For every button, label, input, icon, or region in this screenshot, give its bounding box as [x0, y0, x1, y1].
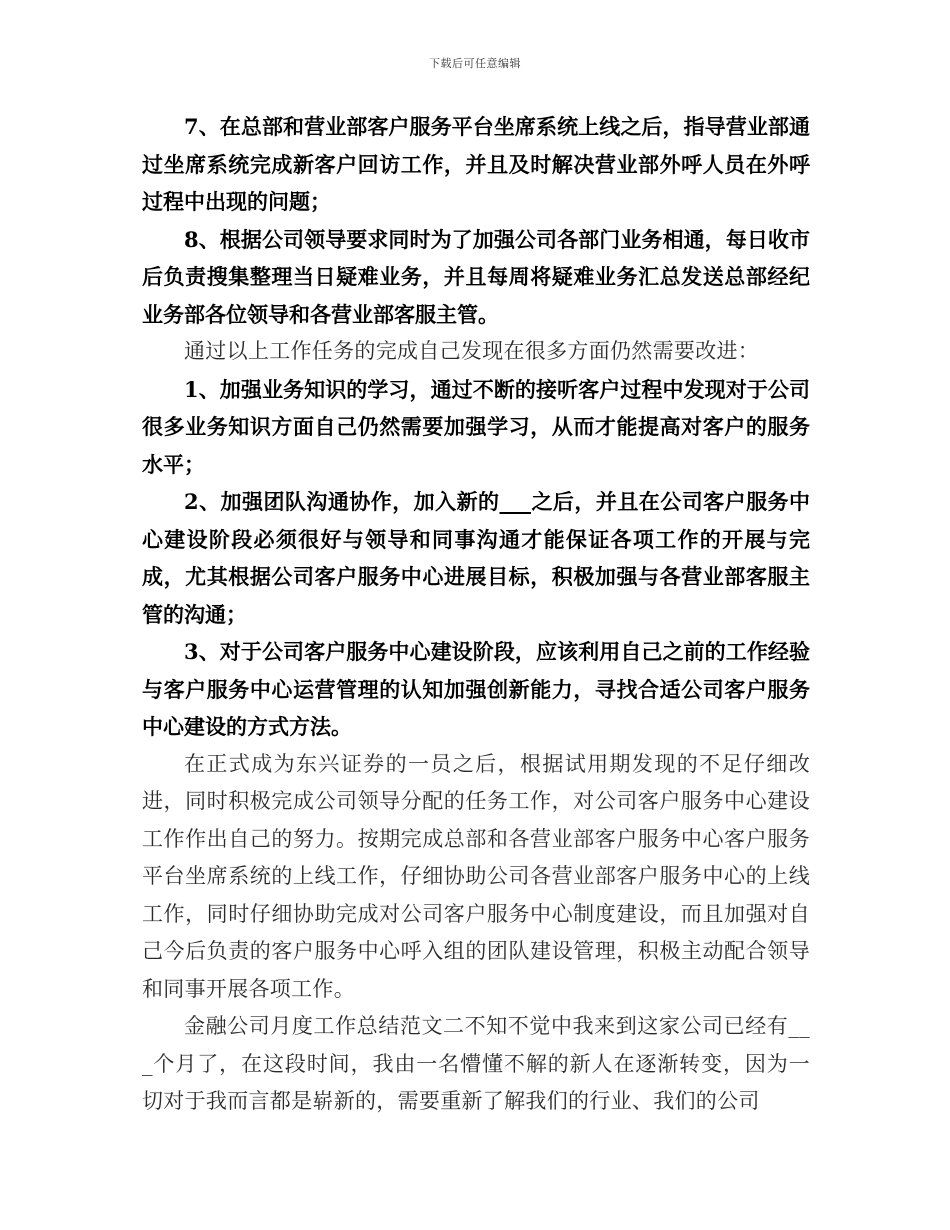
document-body: [142, 108, 810, 1121]
page-header-note: 下载后可任意编辑: [429, 57, 521, 70]
paragraph-improvement-2: 2、加强团队沟通协作，加入新的___之后，并且在公司客户服务中心建设阶段必须很好与领导和同事沟通才能保证各项工作的开展与完成，尤其根据公司客户服务中心进展目标，积极加强与各营业部客服主管的沟通；: [142, 489, 810, 627]
paragraph-improvement-1: 1、加强业务知识的学习，通过不断的接听客户过程中发现对于公司很多业务知识方面自己仍然需要加强学习，从而才能提高对客户的服务水平；: [142, 376, 810, 477]
paragraph-sample-two: 金融公司月度工作总结范文二不知不觉中我来到这家公司已经有___个月了，在这段时间，我由一名懵懂不解的新人在逐渐转变，因为一切对于我而言都是崭新的，需要重新了解我们的行业、我们的公司: [142, 1014, 810, 1113]
paragraph-item-7: 7、在总部和营业部客户服务平台坐席系统上线之后，指导营业部通过坐席系统完成新客户回访工作，并且及时解决营业部外呼人员在外呼过程中出现的问题；: [142, 114, 810, 214]
paragraph-improvement-3: 3、对于公司客户服务中心建设阶段，应该利用自己之前的工作经验与客户服务中心运营管理的认知加强创新能力，寻找合适公司客户服务中心建设的方式方法。: [142, 639, 810, 739]
paragraph-future-plan: 在正式成为东兴证券的一员之后，根据试用期发现的不足仔细改进，同时积极完成公司领导分配的任务工作，对公司客户服务中心建设工作作出自己的努力。按期完成总部和各营业部客户服务中心客户服务平台坐席系统的上线工作，仔细协助公司各营业部客户服务中心的上线工作，同时仔细协助完成对公司客户服务中心制度建设，而且加强对自己今后负责的客户服务中心呼入组的团队建设管理，积极主动配合领导和同事开展各项工作。: [142, 751, 810, 1001]
paragraph-item-8: 8、根据公司领导要求同时为了加强公司各部门业务相通，每日收市后负责搜集整理当日疑难业务，并且每周将疑难业务汇总发送总部经纪业务部各位领导和各营业部客服主管。: [142, 226, 810, 327]
paragraph-improvement-intro: 通过以上工作任务的完成自己发现在很多方面仍然需要改进：: [184, 339, 760, 363]
